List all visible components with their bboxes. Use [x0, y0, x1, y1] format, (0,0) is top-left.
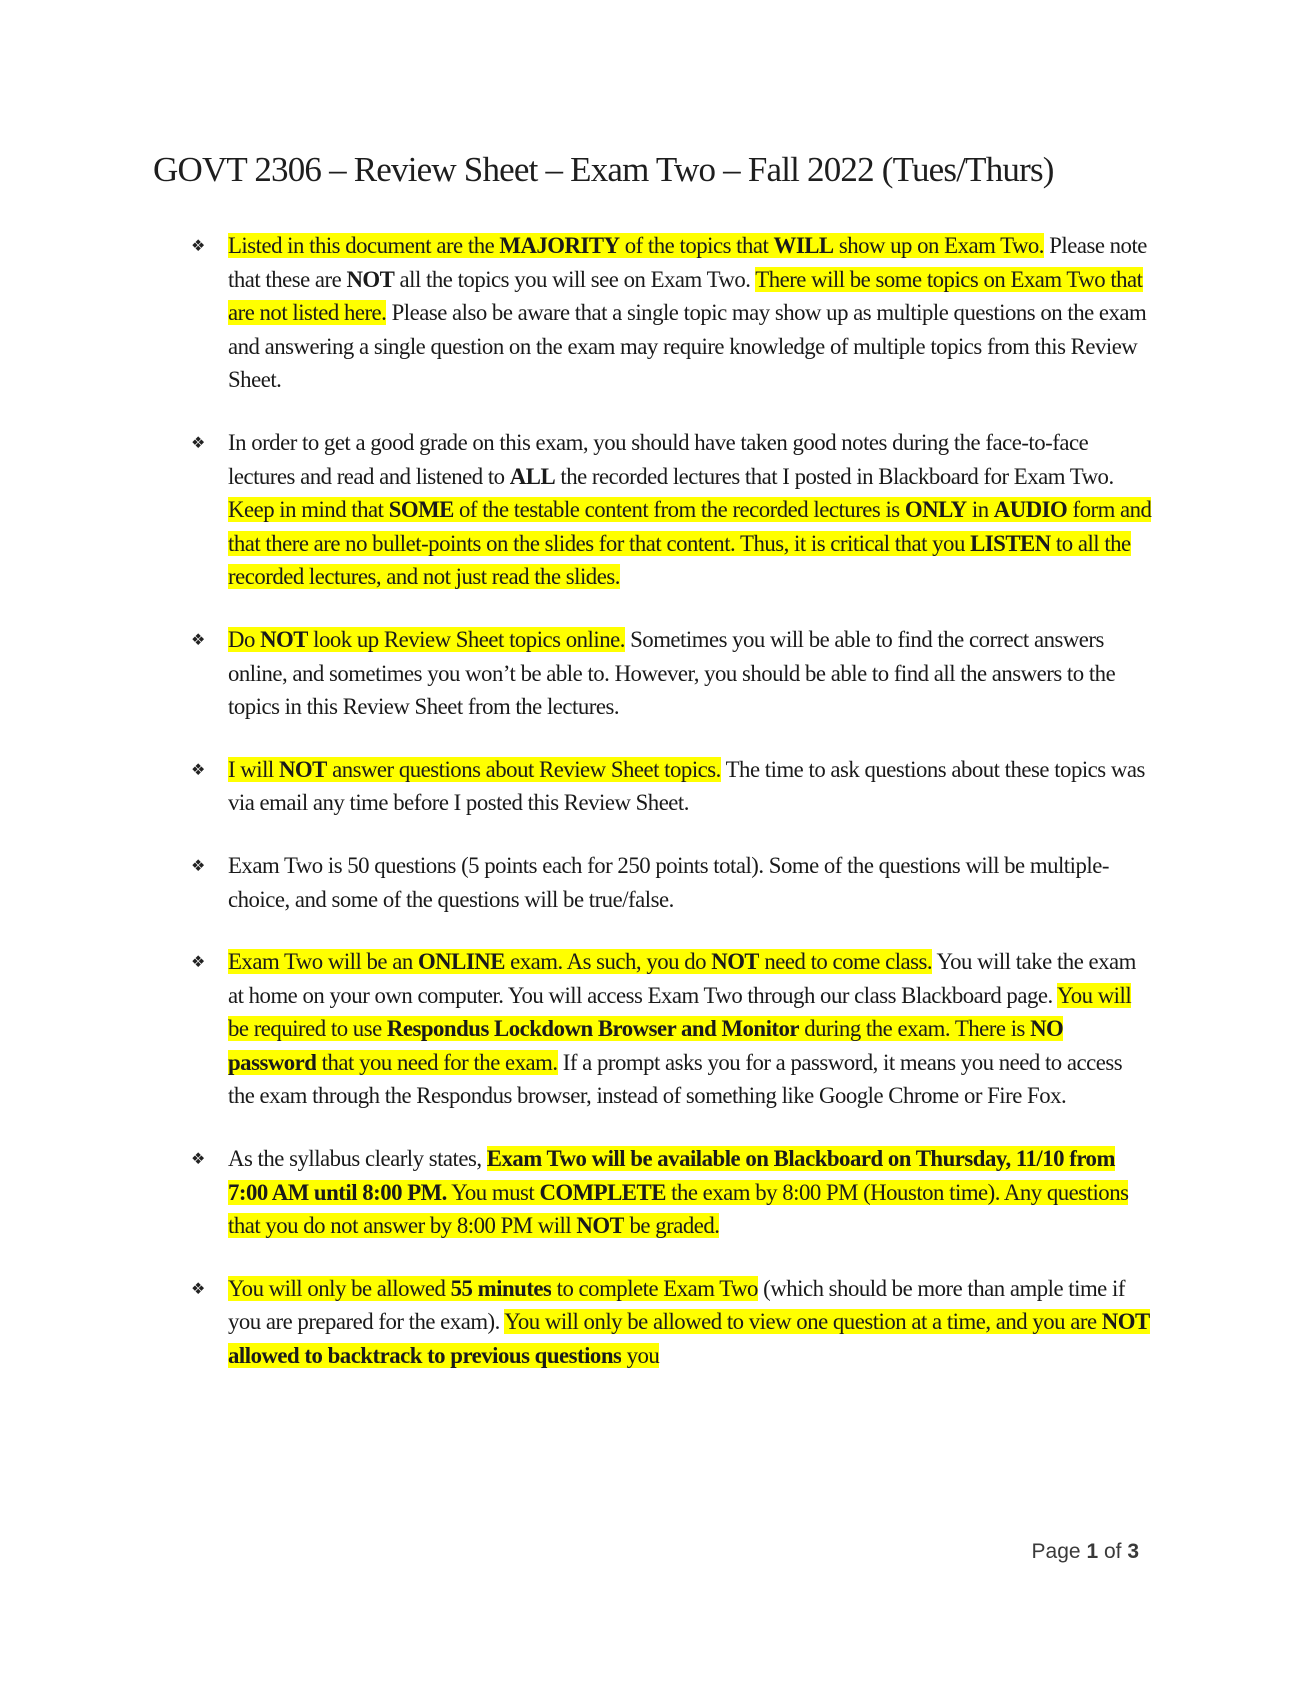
bullet-text-segment: MAJORITY	[499, 233, 620, 258]
bullet-text-segment: NOT	[260, 626, 308, 652]
bullet-text-segment: ALL	[509, 463, 556, 489]
diamond-bullet-icon: ❖	[191, 952, 205, 972]
bullet-text-segment: Listed in this document are the	[228, 233, 500, 258]
bullet-item	[192, 753, 1152, 820]
diamond-bullet-icon: ❖	[191, 432, 205, 452]
bullet-text-segment: Sometimes you will be able to find the correct answers online, and sometimes you won’t be able to. However, you should be able to find all the answers to the topics in this Review Sheet from the lectures.	[228, 626, 1116, 720]
bullet-text-segment: LISTEN	[970, 530, 1051, 556]
bullet-text-segment: Exam Two will be available on Blackboard on Thursday, 11/10 from 7:00 AM until 8:00 PM.	[228, 1146, 1115, 1205]
bullet-text-segment: Do	[228, 626, 261, 652]
bullet-text-segment: You will only be allowed	[228, 1275, 451, 1301]
bullet-text-segment: NOT	[346, 266, 395, 292]
bullet-text-segment: exam. As such, you do	[504, 949, 712, 975]
bullet-text-segment: SOME	[388, 497, 454, 523]
bullet-text-segment: If a prompt asks you for a password, it means you need to access the exam through the Respondus browser, instead of something like Google Chrome or Fire Fox.	[228, 1049, 1123, 1109]
review-bullet-list	[192, 229, 1152, 1402]
bullet-text-segment: Exam Two will be an	[228, 949, 418, 975]
footer-total-pages: 3	[1127, 1540, 1139, 1563]
bullet-text-segment: ONLINE	[417, 949, 505, 975]
footer-page-word: Page	[1031, 1540, 1087, 1563]
bullet-text-segment: Respondus Lockdown Browser and Monitor	[386, 1016, 800, 1042]
bullet-text-segment: be graded.	[624, 1213, 720, 1239]
bullet-text-segment: Exam Two is 50 questions (5 points each for 250 points total). Some of the questions will be multiple-choice, and some of the questions will be true/false.	[228, 852, 1109, 912]
bullet-text-segment: ONLY	[904, 497, 967, 523]
page-number-footer	[1032, 1540, 1139, 1564]
bullet-text-segment: 55 minutes	[450, 1275, 552, 1301]
bullet-text-segment: WILL	[773, 233, 834, 258]
bullet-text-segment: need to come class.	[759, 949, 933, 975]
footer-of-word: of	[1098, 1540, 1128, 1563]
bullet-text-segment: AUDIO	[993, 497, 1068, 523]
bullet-text-segment: all the topics you will see on Exam Two.	[394, 266, 756, 292]
bullet-item	[192, 229, 1152, 397]
bullet-text-segment: form and that there are no bullet-points on the slides for that content. Thus, it is critical that you	[228, 497, 1152, 556]
bullet-text-segment: the recorded lectures that I posted in Blackboard for Exam Two.	[555, 463, 1114, 489]
bullet-text-segment: NO password	[228, 1016, 1064, 1075]
bullet-text-segment: There will be some topics on Exam Two that are not listed here.	[228, 266, 1143, 326]
bullet-text-segment: answer questions about Review Sheet topics.	[326, 756, 721, 782]
diamond-bullet-icon: ❖	[191, 1149, 205, 1169]
bullet-text-segment: look up Review Sheet topics online.	[307, 626, 625, 652]
bullet-text-segment: As the syllabus clearly states,	[228, 1146, 487, 1172]
bullet-text-segment: The time to ask questions about these topics was via email any time before I posted this Review Sheet.	[228, 756, 1145, 816]
diamond-bullet-icon: ❖	[191, 236, 205, 255]
bullet-text-segment: In order to get a good grade on this exam, you should have taken good notes during the face-to-face lectures and read and listened to	[228, 429, 1089, 489]
bullet-item	[192, 1142, 1152, 1243]
bullet-text-segment: You will only be allowed to view one question at a time, and you are	[504, 1309, 1102, 1335]
bullet-item	[192, 623, 1152, 724]
diamond-bullet-icon: ❖	[191, 855, 205, 875]
footer-current-page: 1	[1086, 1540, 1099, 1563]
bullet-text-segment: NOT allowed to backtrack to previous questions	[228, 1309, 1150, 1369]
bullet-text-segment: you	[621, 1343, 660, 1369]
bullet-text-segment: I will	[228, 756, 279, 782]
bullet-item	[192, 945, 1152, 1113]
bullet-text-segment: (which should be more than ample time if you are prepared for the exam).	[228, 1275, 1125, 1335]
bullet-text-segment: show up on Exam Two.	[833, 233, 1045, 258]
diamond-bullet-icon: ❖	[191, 629, 205, 649]
bullet-text-segment: You will be required to use	[228, 982, 1132, 1042]
bullet-text-segment: that you need for the exam.	[316, 1049, 558, 1075]
bullet-item	[192, 849, 1152, 916]
bullet-text-segment: Please also be aware that a single topic may show up as multiple questions on the exam and answering a single question on the exam may require knowledge of multiple topics from this Review Sheet.	[228, 300, 1147, 393]
bullet-text-segment: in	[966, 497, 994, 523]
bullet-text-segment: Please note that these are	[228, 233, 1147, 292]
bullet-text-segment: NOT	[278, 756, 327, 782]
bullet-item	[192, 1272, 1152, 1373]
bullet-text-segment: COMPLETE	[539, 1179, 666, 1205]
bullet-text-segment: NOT	[576, 1213, 625, 1239]
bullet-text-segment: of the topics that	[619, 233, 774, 258]
bullet-text-segment: You will take the exam at home on your own computer. You will access Exam Two through our class Blackboard page.	[228, 949, 1136, 1008]
diamond-bullet-icon: ❖	[191, 1278, 205, 1298]
bullet-text-segment: You must	[446, 1179, 540, 1205]
bullet-text-segment: the exam by 8:00 PM (Houston time). Any questions that you do not answer by 8:00 PM will	[228, 1179, 1129, 1239]
bullet-text-segment: Keep in mind that	[228, 497, 389, 523]
bullet-text-segment: NOT	[711, 949, 760, 975]
document-title: GOVT 2306 – Review Sheet – Exam Two – Fall 2022 (Tues/Thurs)	[153, 150, 1054, 189]
bullet-text-segment: of the testable content from the recorded lectures is	[453, 497, 905, 523]
diamond-bullet-icon: ❖	[191, 759, 205, 779]
bullet-text-segment: to complete Exam Two	[551, 1275, 758, 1301]
bullet-item	[192, 426, 1152, 594]
bullet-text-segment: during the exam. There is	[799, 1016, 1031, 1042]
bullet-text-segment: to all the recorded lectures, and not just read the slides.	[228, 530, 1131, 590]
